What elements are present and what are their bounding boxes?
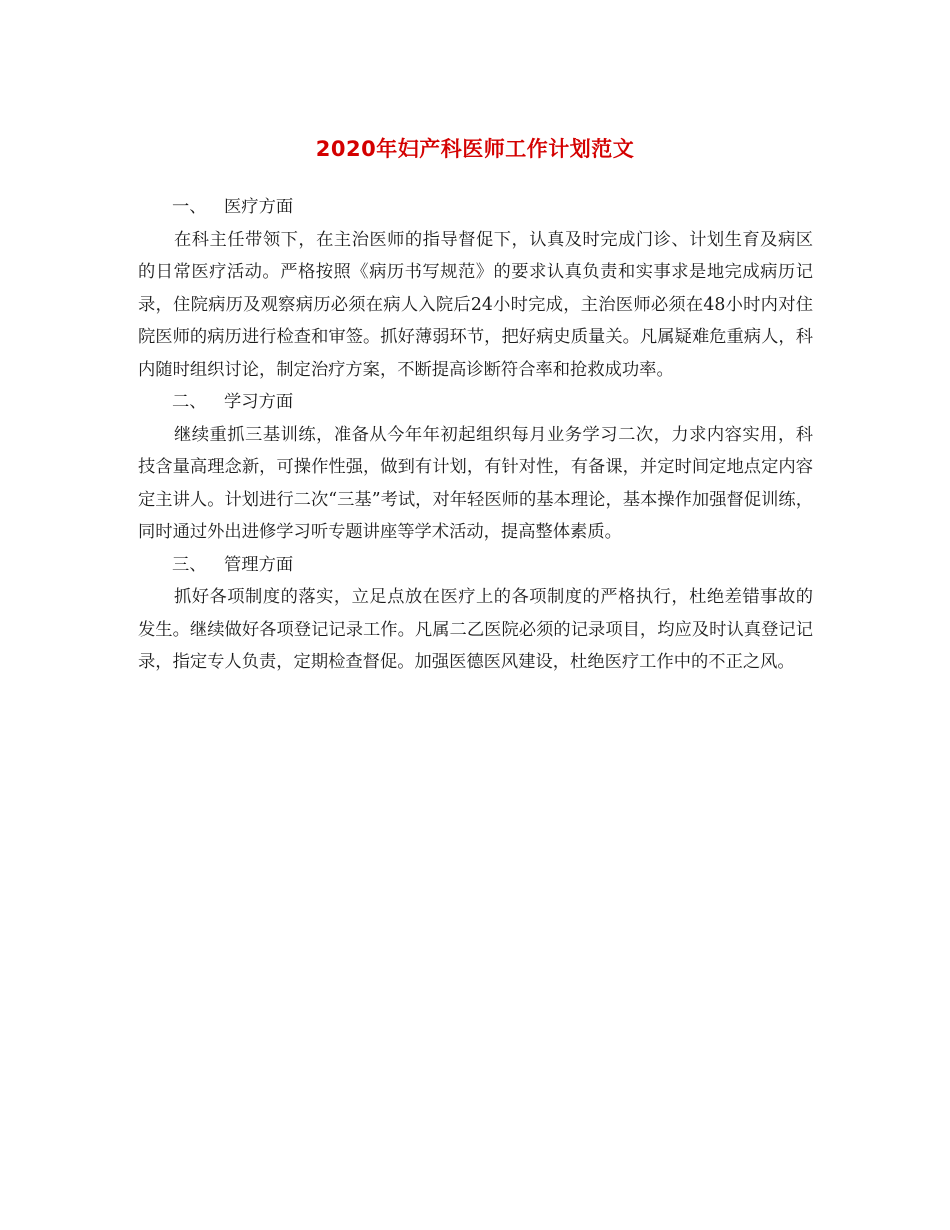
section-heading — [138, 386, 813, 419]
section-heading — [138, 191, 813, 224]
section-number: 一、 — [172, 197, 207, 217]
section-study — [138, 386, 813, 549]
section-heading-text: 管理方面 — [224, 554, 294, 575]
section-number: 二、 — [172, 392, 207, 412]
section-paragraph: 继续重抓三基训练，准备从今年年初起组织每月业务学习二次，力求内容实用，科技含量高理念新，可操作性强，做到有计划，有针对性，有备课，并定时间定地点定内容定主讲人。计划进行二次“三基”考试，对年轻医师的基本理论，基本操作加强督促训练，同时通过外出进修学习听专题讲座等学术活动，提高整体素质。 — [138, 424, 813, 542]
section-heading-text: 医疗方面 — [224, 197, 294, 217]
section-heading — [138, 549, 813, 582]
document-body — [138, 191, 813, 679]
section-heading-text: 学习方面 — [224, 392, 294, 412]
document-title: 2020年妇产科医师工作计划范文 — [315, 137, 635, 162]
section-management — [138, 549, 813, 679]
section-paragraph: 抓好各项制度的落实，立足点放在医疗上的各项制度的严格执行，杜绝差错事故的发生。继续做好各项登记记录工作。凡属二乙医院必须的记录项目，均应及时认真登记记录，指定专人负责，定期检查督促。加强医德医风建设，杜绝医疗工作中的不正之风。 — [138, 587, 813, 672]
section-number: 三、 — [172, 554, 207, 575]
section-medical — [138, 191, 813, 386]
section-paragraph: 在科主任带领下，在主治医师的指导督促下，认真及时完成门诊、计划生育及病区的日常医疗活动。严格按照《病历书写规范》的要求认真负责和实事求是地完成病历记录，住院病历及观察病历必须在病人入院后24小时完成，主治医师必须在48小时内对住院医师的病历进行检查和审签。抓好薄弱环节，把好病史质量关。凡属疑难危重病人，科内随时组织讨论，制定治疗方案，不断提高诊断符合率和抢救成功率。 — [138, 229, 813, 380]
